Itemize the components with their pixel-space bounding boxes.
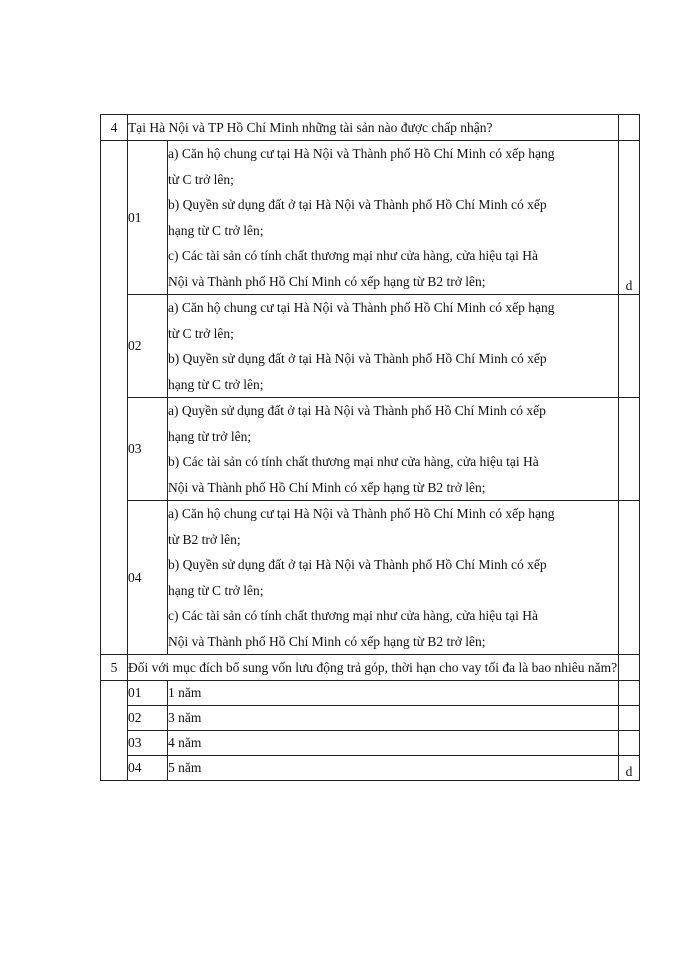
question-text: Tại Hà Nội và TP Hồ Chí Minh những tài sản nào được chấp nhận? bbox=[128, 115, 619, 141]
question-number: 5 bbox=[101, 655, 128, 681]
question-mark-cell bbox=[619, 115, 640, 141]
option-line: Nội và Thành phố Hồ Chí Minh có xếp hạng từ B2 trở lên; bbox=[168, 273, 486, 289]
option-code: 03 bbox=[128, 731, 168, 756]
option-line: từ B2 trở lên; bbox=[168, 531, 241, 547]
option-row bbox=[101, 681, 640, 706]
answer-mark bbox=[619, 681, 640, 706]
option-line: c) Các tài sản có tính chất thương mại như cửa hàng, cửa hiệu tại Hà bbox=[168, 248, 539, 263]
option-code: 04 bbox=[128, 501, 168, 655]
answer-mark bbox=[619, 706, 640, 731]
option-line: hạng từ C trở lên; bbox=[168, 222, 264, 238]
option-line: c) Các tài sản có tính chất thương mại như cửa hàng, cửa hiệu tại Hà bbox=[168, 608, 539, 623]
option-line: hạng từ trở lên; bbox=[168, 428, 252, 444]
option-text bbox=[168, 398, 619, 501]
question-mark-cell bbox=[619, 655, 640, 681]
option-line: hạng từ C trở lên; bbox=[168, 582, 264, 598]
option-line: b) Các tài sản có tính chất thương mại như cửa hàng, cửa hiệu tại Hà bbox=[168, 454, 539, 469]
option-line: a) Căn hộ chung cư tại Hà Nội và Thành phố Hồ Chí Minh có xếp hạng bbox=[168, 506, 555, 521]
option-row bbox=[101, 731, 640, 756]
question-text: Đối với mục đích bổ sung vốn lưu động trả góp, thời hạn cho vay tối đa là bao nhiêu năm? bbox=[128, 655, 619, 681]
question-row bbox=[101, 115, 640, 141]
option-line: a) Căn hộ chung cư tại Hà Nội và Thành phố Hồ Chí Minh có xếp hạng bbox=[168, 300, 555, 315]
answer-mark bbox=[619, 501, 640, 655]
answer-mark bbox=[619, 295, 640, 398]
answer-mark bbox=[619, 731, 640, 756]
option-line: b) Quyền sử dụng đất ở tại Hà Nội và Thành phố Hồ Chí Minh có xếp bbox=[168, 197, 547, 212]
option-row bbox=[101, 295, 640, 398]
question-spacer-cell bbox=[101, 141, 128, 655]
option-text: 1 năm bbox=[168, 681, 619, 706]
option-code: 01 bbox=[128, 681, 168, 706]
answer-mark bbox=[619, 398, 640, 501]
option-row bbox=[101, 141, 640, 295]
option-text: 5 năm bbox=[168, 756, 619, 781]
answer-mark: d bbox=[619, 756, 640, 781]
option-line: b) Quyền sử dụng đất ở tại Hà Nội và Thành phố Hồ Chí Minh có xếp bbox=[168, 557, 547, 572]
option-code: 02 bbox=[128, 706, 168, 731]
option-text bbox=[168, 501, 619, 655]
option-line: Nội và Thành phố Hồ Chí Minh có xếp hạng từ B2 trở lên; bbox=[168, 479, 486, 495]
option-line: a) Quyền sử dụng đất ở tại Hà Nội và Thành phố Hồ Chí Minh có xếp bbox=[168, 403, 546, 418]
answer-mark: d bbox=[619, 141, 640, 295]
option-line: Nội và Thành phố Hồ Chí Minh có xếp hạng từ B2 trở lên; bbox=[168, 633, 486, 649]
question-number: 4 bbox=[101, 115, 128, 141]
option-code: 04 bbox=[128, 756, 168, 781]
option-line: hạng từ C trở lên; bbox=[168, 376, 264, 392]
option-row bbox=[101, 706, 640, 731]
option-code: 02 bbox=[128, 295, 168, 398]
option-line: a) Căn hộ chung cư tại Hà Nội và Thành phố Hồ Chí Minh có xếp hạng bbox=[168, 146, 555, 161]
option-row bbox=[101, 756, 640, 781]
option-code: 01 bbox=[128, 141, 168, 295]
option-line: b) Quyền sử dụng đất ở tại Hà Nội và Thành phố Hồ Chí Minh có xếp bbox=[168, 351, 547, 366]
option-line: từ C trở lên; bbox=[168, 171, 234, 187]
option-text: 3 năm bbox=[168, 706, 619, 731]
option-line: từ C trở lên; bbox=[168, 325, 234, 341]
option-text bbox=[168, 295, 619, 398]
option-code: 03 bbox=[128, 398, 168, 501]
question-spacer-cell bbox=[101, 681, 128, 781]
option-row bbox=[101, 501, 640, 655]
option-text bbox=[168, 141, 619, 295]
option-text: 4 năm bbox=[168, 731, 619, 756]
question-row bbox=[101, 655, 640, 681]
option-row bbox=[101, 398, 640, 501]
quiz-table bbox=[100, 114, 640, 781]
